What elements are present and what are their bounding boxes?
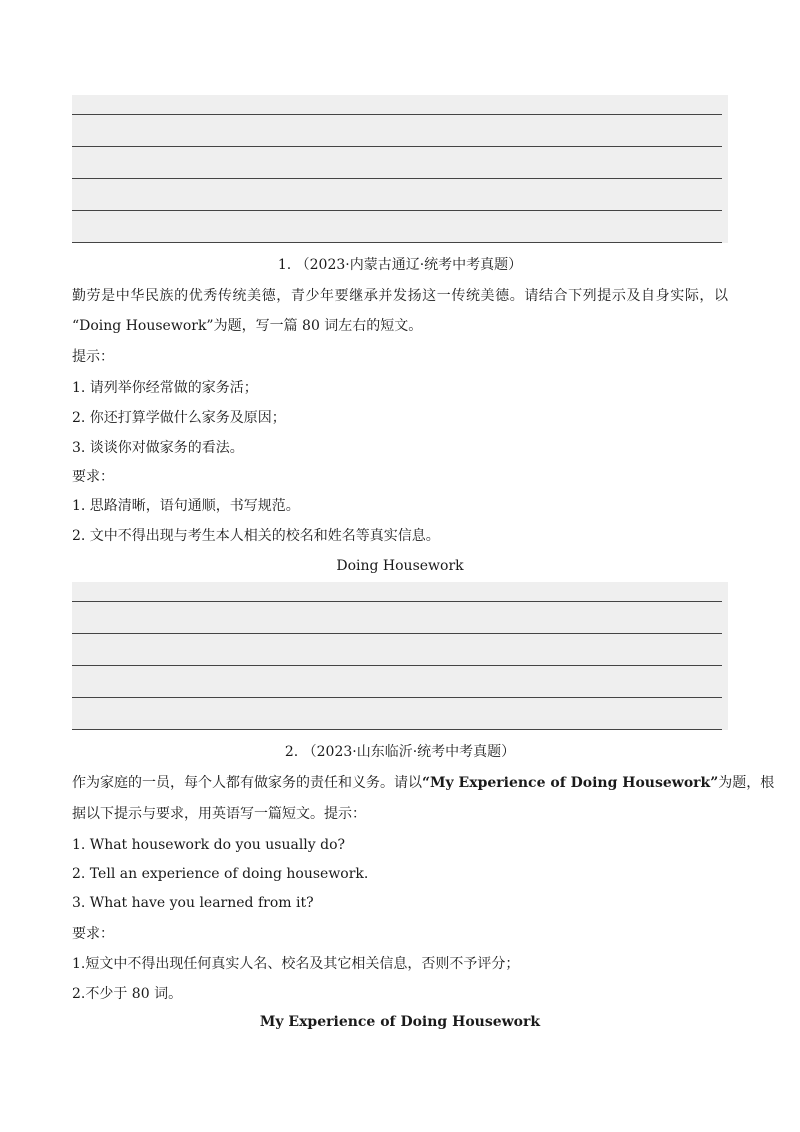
question2-prompt-part2: 为题，根 — [718, 775, 775, 791]
writing-line — [72, 729, 722, 730]
question1-prompt-line2: “Doing Housework”为题，写一篇 80 词左右的短文。 — [72, 318, 423, 334]
question1-essay-title: Doing Housework — [336, 558, 464, 574]
question2-essay-title — [0, 1015, 800, 1029]
question1-hint: 3. 谈谈你对做家务的看法。 — [72, 440, 244, 456]
writing-area-question1[interactable] — [72, 582, 728, 730]
question2-essay-title-text: My Experience of Doing Housework — [259, 1014, 541, 1030]
question1-prompt-line1: 勤劳是中华民族的优秀传统美德，青少年要继承并发扬这一传统美德。请结合下列提示及自身实际，以 — [72, 288, 728, 304]
question2-hint: 3. What have you learned from it? — [72, 895, 314, 911]
question1-requirement: 1. 思路清晰，语句通顺，书写规范。 — [72, 498, 300, 514]
question2-header: 2. （2023·山东临沂·统考中考真题） — [284, 744, 516, 760]
question2-prompt-line1 — [72, 775, 775, 791]
writing-line — [72, 146, 722, 147]
question1-requirement: 2. 文中不得出现与考生本人相关的校名和姓名等真实信息。 — [72, 528, 440, 544]
writing-line — [72, 114, 722, 115]
question2-requirement: 1.短文中不得出现任何真实人名、校名及其它相关信息，否则不予评分； — [72, 956, 520, 972]
question2-prompt-part1: 作为家庭的一员，每个人都有做家务的责任和义务。请以 — [72, 775, 422, 791]
question1-hints-label: 提示： — [72, 349, 114, 365]
writing-line — [72, 633, 722, 634]
writing-line — [72, 601, 722, 602]
question1-hint: 2. 你还打算学做什么家务及原因； — [72, 410, 286, 426]
question1-hint: 1. 请列举你经常做的家务活； — [72, 380, 258, 396]
question1-header: 1. （2023·内蒙古通辽·统考中考真题） — [277, 257, 523, 273]
writing-line — [72, 210, 722, 211]
question2-requirement: 2.不少于 80 词。 — [72, 986, 183, 1002]
question2-hint: 2. Tell an experience of doing housework. — [72, 866, 369, 882]
question2-hint: 1. What housework do you usually do? — [72, 837, 346, 853]
writing-line — [72, 242, 722, 243]
writing-line — [72, 665, 722, 666]
writing-area-top[interactable] — [72, 95, 728, 243]
writing-line — [72, 178, 722, 179]
writing-line — [72, 697, 722, 698]
question2-requirements-label: 要求： — [72, 926, 114, 942]
question2-prompt-line2: 据以下提示与要求，用英语写一篇短文。提示： — [72, 806, 366, 822]
question1-requirements-label: 要求： — [72, 469, 114, 485]
question2-prompt-bold-title: “My Experience of Doing Housework” — [422, 775, 719, 791]
